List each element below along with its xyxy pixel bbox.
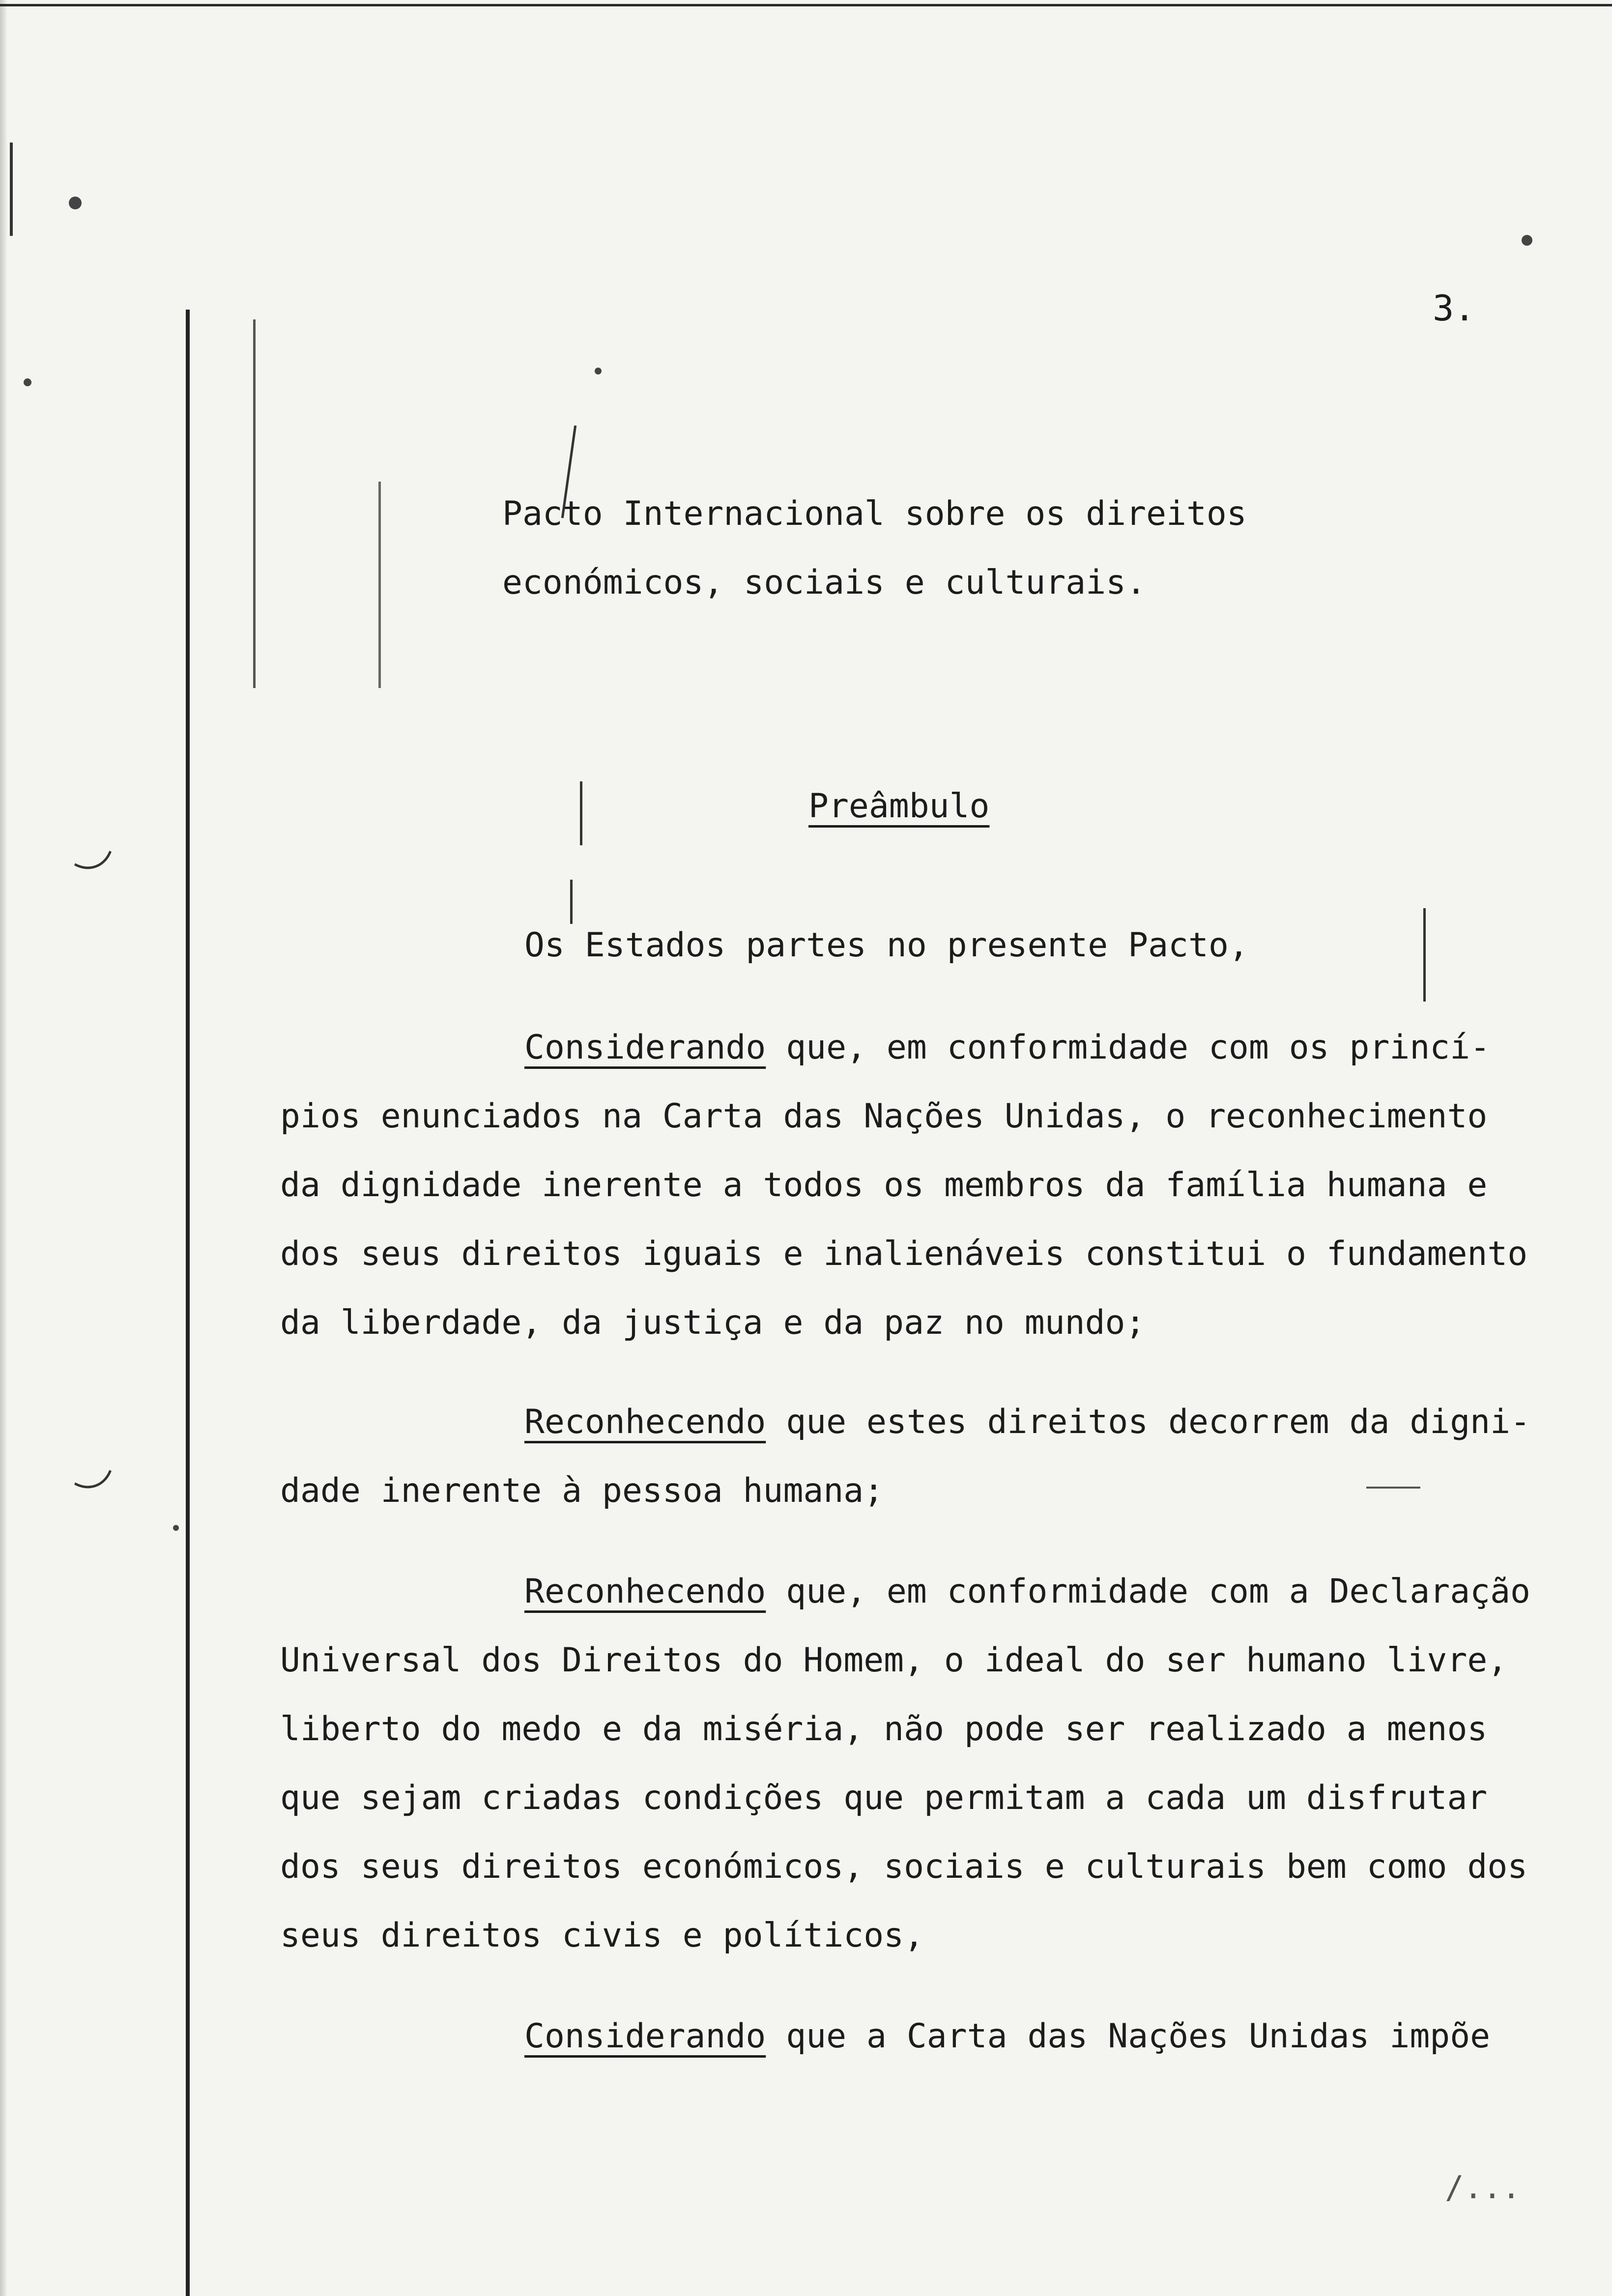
paragraph-3-line-1 xyxy=(524,1572,1530,1611)
scan-mark xyxy=(580,781,582,845)
paragraph-4-line-1 xyxy=(524,2017,1491,2056)
scan-arc xyxy=(43,1407,124,1497)
paragraph-2-line-2: dade inerente à pessoa humana; xyxy=(280,1471,884,1510)
paragraph-1-line-2: pios enunciados na Carta das Nações Unidas, o reconhecimento xyxy=(280,1097,1488,1136)
paragraph-2-keyword: Reconhecendo xyxy=(524,1403,766,1441)
paragraph-4-keyword: Considerando xyxy=(524,2017,766,2056)
paragraph-3-line-6: seus direitos civis e políticos, xyxy=(280,1916,924,1955)
margin-rule xyxy=(186,310,190,2296)
scan-mark xyxy=(378,482,381,688)
scan-mark xyxy=(1366,1487,1420,1489)
paragraph-3-line-5: dos seus direitos económicos, sociais e culturais bem como dos xyxy=(280,1847,1528,1886)
opening-line: Os Estados partes no presente Pacto, xyxy=(524,926,1249,965)
paragraph-4-line-1-rest: que a Carta das Nações Unidas impõe xyxy=(766,2017,1491,2056)
paragraph-1-keyword: Considerando xyxy=(524,1028,766,1067)
scan-mark xyxy=(10,143,13,236)
paragraph-1-line-1-rest: que, em conformidade com os princí- xyxy=(766,1028,1491,1067)
paragraph-1-line-5: da liberdade, da justiça e da paz no mundo; xyxy=(280,1303,1146,1342)
top-rule xyxy=(0,4,1612,6)
title-line-1: Pacto Internacional sobre os direitos xyxy=(502,494,1247,533)
scan-speck xyxy=(595,368,602,374)
paragraph-1-line-3: da dignidade inerente a todos os membros da família humana e xyxy=(280,1166,1488,1205)
paragraph-3-line-4: que sejam criadas condições que permitam a cada um disfrutar xyxy=(280,1779,1488,1817)
section-heading: Preâmbulo xyxy=(808,787,990,826)
paragraph-3-line-3: liberto do medo e da miséria, não pode ser realizado a menos xyxy=(280,1710,1488,1749)
paragraph-2-line-1-rest: que estes direitos decorrem da digni- xyxy=(766,1403,1530,1441)
paragraph-3-line-2: Universal dos Direitos do Homem, o ideal do ser humano livre, xyxy=(280,1641,1508,1680)
paragraph-2-line-1 xyxy=(524,1403,1530,1441)
paragraph-3-line-1-rest: que, em conformidade com a Declaração xyxy=(766,1572,1530,1611)
continuation-mark: /... xyxy=(1445,2170,1521,2206)
paragraph-1-line-4: dos seus direitos iguais e inalienáveis constitui o fundamento xyxy=(280,1234,1528,1273)
scan-arc xyxy=(43,788,124,878)
paragraph-1-line-1 xyxy=(524,1028,1491,1067)
scan-mark xyxy=(1423,908,1426,1002)
scan-speck xyxy=(173,1525,179,1531)
scan-mark xyxy=(253,319,256,688)
scan-edge xyxy=(0,0,7,2296)
scan-speck xyxy=(1522,235,1532,246)
title-line-2: económicos, sociais e culturais. xyxy=(502,563,1147,602)
scan-mark xyxy=(570,880,573,924)
paragraph-3-keyword: Reconhecendo xyxy=(524,1572,766,1611)
page-number: 3. xyxy=(1433,287,1475,329)
scan-speck xyxy=(69,197,82,209)
scan-speck xyxy=(24,378,31,386)
